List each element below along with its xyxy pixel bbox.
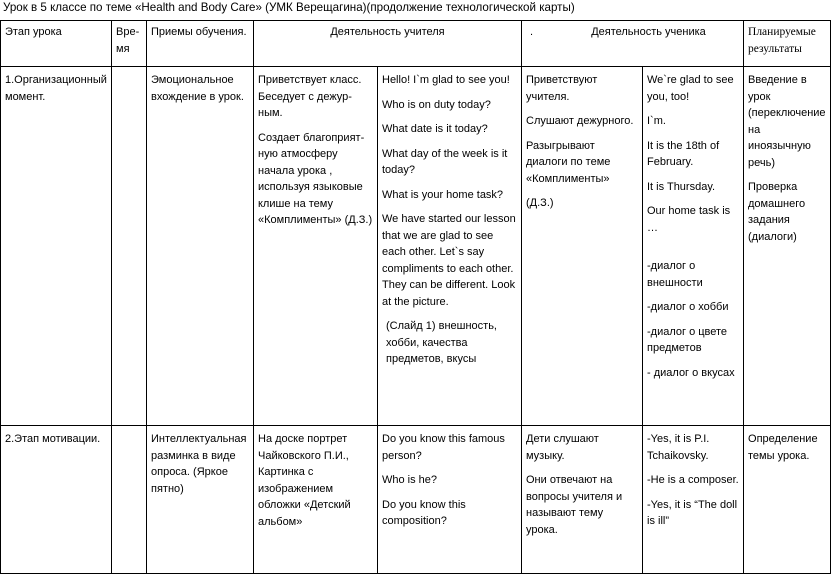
- header-methods: Приемы обучения.: [147, 21, 254, 67]
- row2-stage: 2.Этап мотивации.: [1, 426, 112, 574]
- lesson-plan-table: [0, 20, 831, 574]
- row1-results: [744, 67, 831, 426]
- row2-student-en: [643, 426, 744, 574]
- header-student-dot: .: [530, 26, 534, 38]
- paragraph: I`m.: [647, 115, 666, 127]
- paragraph: Приветствуют учителя.: [526, 74, 598, 103]
- paragraph: Who is he?: [382, 474, 438, 486]
- paragraph: Определение темы урока.: [748, 433, 818, 462]
- paragraph: На доске портрет Чайковского П.И., Картинка с изображением обложки «Детский альбом»: [258, 433, 351, 528]
- paragraph: Слушают дежурного.: [526, 115, 634, 127]
- paragraph: We have started our lesson that we are glad to see each other. Let`s say compliments to each other. They can be different. Look at the picture.: [382, 213, 516, 308]
- paragraph: Приветствует класс. Беседует с дежур-ным.: [258, 74, 362, 119]
- table-row: [1, 67, 831, 426]
- row1-time: [112, 67, 147, 426]
- paragraph: -Yes, it is P.I. Tchaikovsky.: [647, 433, 710, 462]
- row1-teacher-ru: [254, 67, 378, 426]
- paragraph: -Yes, it is “The doll is ill”: [647, 498, 738, 527]
- header-teacher-activity: Деятельность учителя: [254, 21, 522, 67]
- paragraph: -диалог о хобби: [647, 301, 729, 313]
- header-stage: Этап урока: [1, 21, 112, 67]
- paragraph: Они отвечают на вопросы учителя и называют тему урока.: [526, 474, 623, 536]
- row1-stage: 1.Организационный момент.: [1, 67, 112, 426]
- paragraph: Our home task is …: [647, 205, 731, 234]
- paragraph: It is Thursday.: [647, 180, 716, 193]
- paragraph: Разыгрывают диалоги по теме «Комплименты»: [526, 139, 611, 185]
- row1-student-en: [643, 67, 744, 426]
- paragraph: (Д.З.): [526, 197, 554, 209]
- paragraph: It is the 18th of February.: [647, 139, 720, 168]
- header-student-activity: Деятельность ученика: [591, 26, 706, 38]
- row1-teacher-en: [378, 67, 522, 426]
- paragraph: Who is on duty today?: [382, 98, 491, 111]
- paragraph: -диалог о цвете предметов: [647, 325, 728, 354]
- row2-results: [744, 426, 831, 574]
- paragraph: (Слайд 1) внешность, хобби, качества предметов, вкусы: [386, 320, 497, 365]
- table-row: [1, 426, 831, 574]
- paragraph: What day of the week is it today?: [382, 147, 508, 176]
- row2-methods: Интеллектуальная разминка в виде опроса. (Яркое пятно): [147, 426, 254, 574]
- paragraph: What date is it today?: [382, 123, 488, 135]
- paragraph: Введение в урок (переключение на иноязычную речь): [748, 74, 826, 169]
- paragraph: Проверка домашнего задания (диалоги): [748, 181, 806, 243]
- paragraph: We`re glad to see you, too!: [647, 74, 734, 103]
- paragraph: What is your home task?: [382, 188, 504, 201]
- paragraph: Do you know this composition?: [382, 498, 466, 527]
- paragraph: -диалог о внешности: [647, 260, 703, 289]
- row1-methods: Эмоциональное вхождение в урок.: [147, 67, 254, 426]
- row2-time: [112, 426, 147, 574]
- table-header-row: [1, 21, 831, 67]
- paragraph: -He is a composer.: [647, 474, 739, 486]
- row2-teacher-en: [378, 426, 522, 574]
- row2-teacher-ru: [254, 426, 378, 574]
- header-time: Вре-мя: [112, 21, 147, 67]
- paragraph: Создает благоприят-ную атмосферу начала урока , используя языковые клише на тему «Комплименты» (Д.З.): [258, 131, 373, 226]
- paragraph: - диалог о вкусах: [647, 366, 735, 379]
- paragraph: Дети слушают музыку.: [526, 433, 599, 462]
- header-planned-results: Планируемые результаты: [744, 21, 831, 67]
- row2-student-ru: [522, 426, 643, 574]
- document-title: Урок в 5 классе по теме «Health and Body Care» (УМК Верещагина)(продолжение технологической карты): [3, 1, 575, 14]
- paragraph: Do you know this famous person?: [382, 433, 505, 462]
- header-student-activity-cell: [522, 21, 744, 67]
- row1-student-ru: [522, 67, 643, 426]
- paragraph: Hello! I`m glad to see you!: [382, 74, 510, 86]
